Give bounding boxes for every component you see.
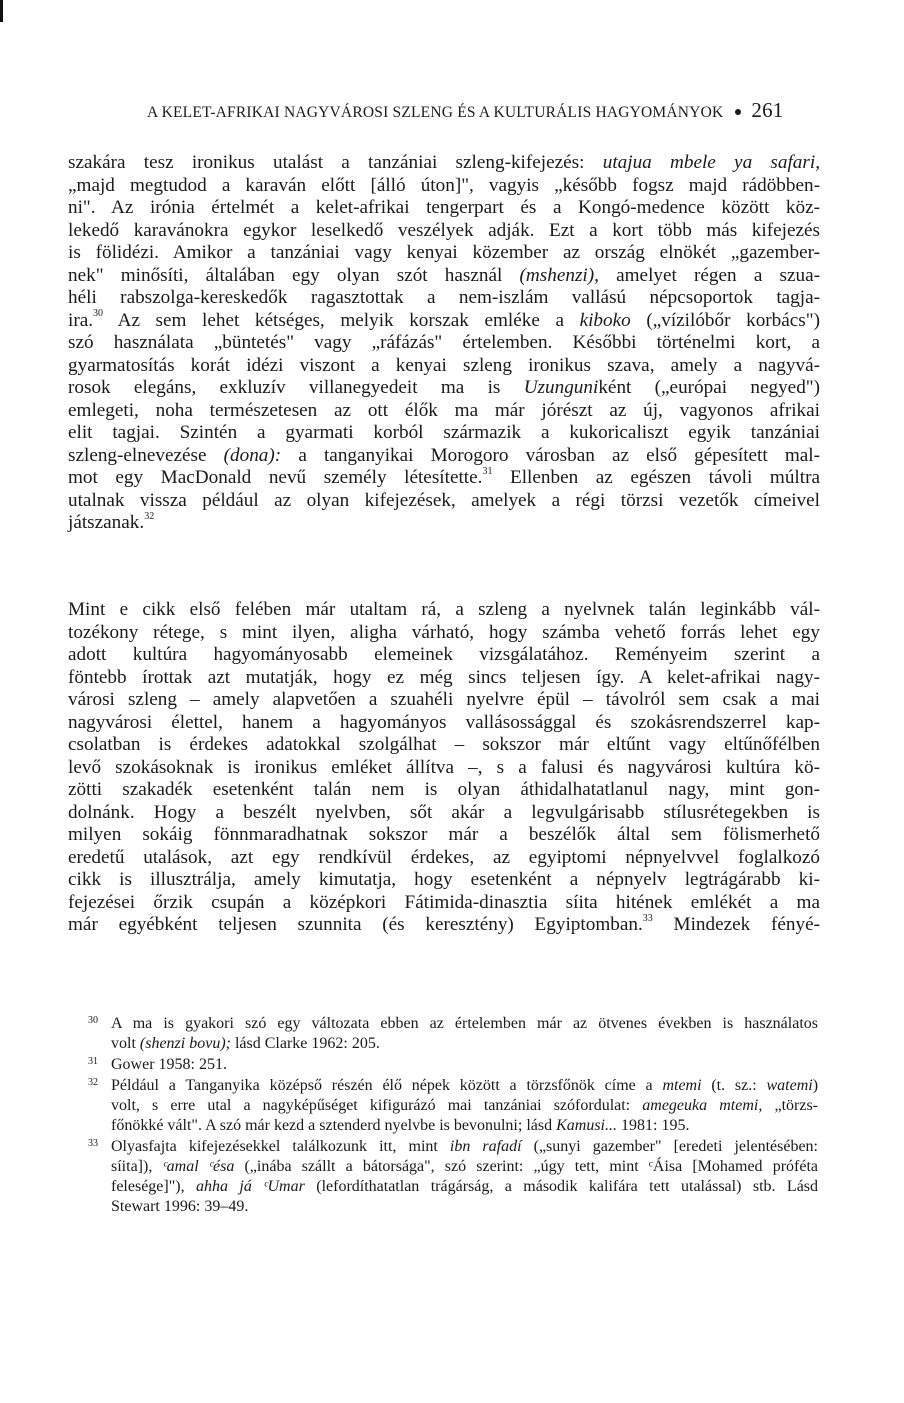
text-line: szakára tesz ironikus utalást a tanzániai szleng-kifejezés: utajua mbele ya safari,	[68, 152, 820, 173]
footnote-32	[88, 1076, 818, 1136]
scan-edge-mark	[0, 0, 3, 22]
text-line: mot egy MacDonald nevű személy létesítette.$^{31}$ Ellenben az egészen távoli múltra	[68, 465, 820, 488]
text-line: ni". Az irónia értelmét a kelet-afrikai tengerpart és a Kongó-medence között köz-	[68, 197, 820, 218]
text-line: csolatban is érdekes adatokkal szolgálhat – sokszor már eltűnt vagy eltűnőfélben	[68, 734, 820, 755]
footnote-line: síita]), ᶜamal ᶜésa („inába szállt a bátorsága", szó szerint: „úgy tett, mint ᶜÁisa [Mohamed próféta	[111, 1158, 818, 1175]
footnote-number: 33	[88, 1138, 98, 1149]
footnote-31	[88, 1055, 818, 1075]
text-line: utalnak vissza például az olyan kifejezések, amelyek a régi törzsi vezetők címeivel	[68, 489, 820, 511]
text-line: rosok elegáns, exkluzív villanegyedeit ma is Uzunguniként („európai negyed")	[68, 377, 821, 398]
text-line: gyarmatosítás korát idézi viszont a kenyai szleng ironikus szava, amely a nagyvá-	[68, 354, 820, 376]
paragraph-2	[68, 599, 820, 937]
footnote-line: volt, s erre utal a nagyképűséget kifigurázó mai tanzániai szófordulat: amegeuka mtemi, „törzs-	[111, 1097, 819, 1114]
paragraph-1	[68, 152, 820, 535]
footnote-ref-31[interactable]: 31	[482, 465, 493, 477]
text-line: nagyvárosi élettel, hanem a hagyományos vallásossággal és szokásrendszerrel kap-	[68, 711, 820, 733]
text-line: dolnánk. Hogy a beszélt nyelvben, sőt akár a legvulgárisabb stílusrétegekben is	[68, 801, 820, 823]
text-line: „majd megtudod a karaván előtt [álló úton]", vagyis „később fogsz majd rádöbben-	[68, 174, 820, 196]
footnote-ref-33[interactable]: 33	[642, 912, 653, 924]
footnote-line: felesége]"), ahha já ᶜUmar (lefordíthatatlan trágárság, a második kalifára tett utalással) stb. Lásd	[111, 1178, 819, 1195]
text-line: zötti szakadék esetenként talán nem is olyan áthidalhatatlanul nagy, mint gon-	[68, 779, 820, 800]
footnote-line: Stewart 1996: 39–49.	[111, 1198, 249, 1215]
footnote-line: A ma is gyakori szó egy változata ebben az értelemben már az ötvenes években is használatos	[111, 1015, 818, 1032]
text-line: szleng-elnevezése (dona): a tanganyikai Morogoro városban az első gépesített mal-	[68, 444, 820, 466]
page-number: 261	[751, 98, 784, 122]
text-line: szó használata „büntetés" vagy „ráfázás" értelemben. Későbbi történelmi kort, a	[68, 332, 820, 353]
footnote-number: 31	[88, 1056, 98, 1067]
text-line: emlegeti, noha természetesen az ott élők ma már jórészt az új, vagyonos afrikai	[68, 399, 820, 421]
footnote-30	[88, 1014, 818, 1054]
footnote-line: volt (shenzi bovu); lásd Clarke 1962: 205.	[111, 1035, 380, 1052]
footnote-line: Gower 1958: 251.	[111, 1056, 227, 1073]
text-line: milyen sokáig fönnmaradhatnak sokszor már a beszélők által sem fölismerhető	[68, 824, 820, 845]
text-line: városi szleng – amely alapvetően a szuahéli nyelvre épül – távolról sem csak a mai	[68, 689, 820, 710]
footnote-33	[88, 1137, 818, 1217]
footnote-number: 32	[88, 1077, 98, 1088]
footnote-line: főnökké vált". A szó már kezd a sztenderd nyelvbe is bevonulni; lásd Kamusi... 1981: 195.	[111, 1117, 690, 1134]
footnotes	[88, 1014, 818, 1218]
footnote-line: Olyasfajta kifejezésekkel találkozunk itt, mint ibn rafadí („sunyi gazember" [eredeti jelentésében:	[111, 1138, 819, 1155]
header-title: A KELET-AFRIKAI NAGYVÁROSI SZLENG ÉS A KULTURÁLIS HAGYOMÁNYOK	[147, 104, 724, 121]
text-line: is fölidézi. Amikor a tanzániai vagy kenyai közember az ország elnökét „gazember-	[68, 242, 820, 263]
text-line: cikk is illusztrálja, amely kimutatja, hogy esetenként a népnyelv legtrágárabb ki-	[68, 869, 820, 890]
text-line: játszanak.$^{32}$	[68, 510, 155, 533]
running-header	[147, 98, 837, 123]
text-line: már egyébként teljesen szunnita (és keresztény) Egyiptomban.$^{33}$ Mindezek fényé-	[68, 912, 820, 935]
bullet-separator-icon	[735, 109, 741, 115]
text-line: fejezései őrzik csupán a középkori Fátimida-dinasztia síita hitének emlékét a ma	[68, 891, 820, 913]
text-line: Mint e cikk első felében már utaltam rá, a szleng a nyelvnek talán leginkább vál-	[68, 599, 820, 620]
footnote-ref-32[interactable]: 32	[144, 510, 155, 522]
text-line: héli rabszolga-kereskedők ragasztottak a nem-iszlám vallású népcsoportok tagja-	[68, 287, 820, 308]
text-line: elit tagjai. Szintén a gyarmati korból származik a kukoricaliszt egyik tanzániai	[68, 422, 820, 443]
text-line: ira.$^{30}$ Az sem lehet kétséges, melyik korszak emléke a kiboko („vízilóbőr korbács")	[68, 308, 820, 331]
text-line: nek" minősíti, általában egy olyan szót használ (mshenzi), amelyet régen a szua-	[68, 264, 820, 286]
text-line: lekedő karavánokra egykor leselkedő veszélyek adják. Ezt a kort több más kifejezés	[68, 219, 820, 241]
text-line: levő szokásoknak is ironikus emléket állítva –, s a falusi és nagyvárosi kultúra kö-	[68, 756, 820, 778]
text-line: tozékony rétege, s mint ilyen, aligha várható, hogy számba vehető forrás lehet egy	[68, 621, 820, 643]
text-line: föntebb írottak azt mutatják, hogy ez még sincs teljesen így. A kelet-afrikai nagy-	[68, 666, 820, 688]
footnote-number: 30	[88, 1015, 98, 1026]
text-line: eredetű utalások, azt egy rendkívül érdekes, az egyiptomi népnyelvvel foglalkozó	[68, 846, 820, 868]
footnote-ref-30[interactable]: 30	[93, 308, 104, 320]
text-line: adott kultúra hagyományosabb elemeinek vizsgálatához. Reményeim szerint a	[68, 644, 820, 665]
footnote-line: Például a Tanganyika középső részén élő népek között a törzsfőnök címe a mtemi (t. sz.: watemi)	[111, 1077, 819, 1094]
